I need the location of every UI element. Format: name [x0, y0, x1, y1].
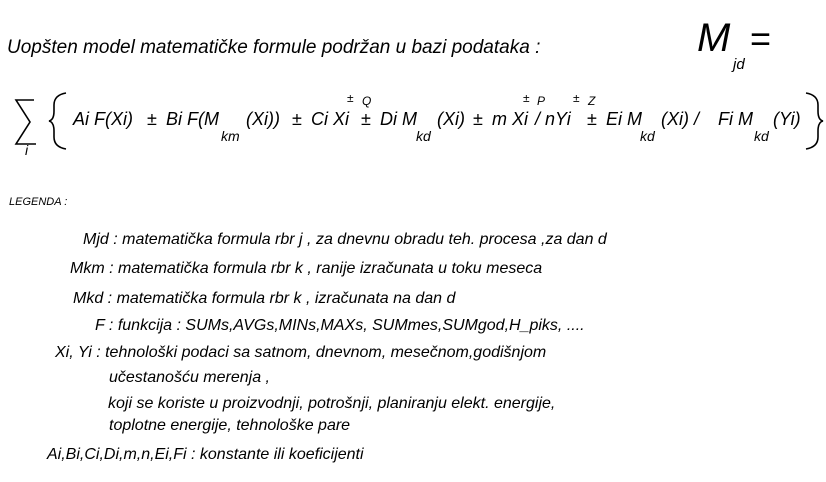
legend-line-ucestanost: učestanošću merenja , — [109, 369, 270, 386]
term-ci-sup-pm: ± — [347, 91, 354, 105]
term-bi-subscript: km — [221, 128, 240, 144]
term-bi: Bi F(M — [166, 109, 219, 129]
legend-line-mjd: Mjd : matematička formula rbr j , za dnevnu obradu teh. procesa ,za dan d — [83, 231, 607, 248]
term-di-tail: (Xi) — [437, 109, 465, 129]
term-ei: Ei M — [606, 109, 642, 129]
term-ai: Ai F(Xi) — [73, 109, 133, 129]
lhs-subscript: jd — [733, 56, 745, 73]
term-m-sup-pm: ± — [523, 91, 530, 105]
term-fi: Fi M — [718, 109, 753, 129]
term-n-sup: Z — [588, 94, 596, 108]
plus-minus-3: ± — [361, 109, 371, 129]
term-ei-tail: (Xi) / — [661, 109, 699, 129]
legend-line-koji-se: koji se koriste u proizvodnji, potrošnji, planiranju elekt. energije, — [108, 395, 556, 412]
term-fi-subscript: kd — [754, 128, 769, 144]
term-m: m Xi — [492, 109, 528, 129]
term-n-sup-pm: ± — [573, 91, 580, 105]
term-ci: Ci Xi — [311, 109, 350, 129]
right-bracket — [802, 91, 824, 151]
plus-minus-2: ± — [292, 109, 302, 129]
term-fi-tail: (Yi) — [773, 109, 801, 129]
legend-line-mkd: Mkd : matematička formula rbr k , izračunata na dan d — [73, 290, 456, 307]
left-bracket — [48, 91, 70, 151]
legend-line-konstante: Ai,Bi,Ci,Di,m,n,Ei,Fi : konstante ili koeficijenti — [47, 446, 364, 463]
equals-sign: = — [750, 18, 772, 59]
term-m-sup: P — [537, 94, 546, 108]
term-di: Di M — [380, 109, 417, 129]
sum-subscript: i — [25, 142, 29, 158]
plus-minus-4: ± — [473, 109, 483, 129]
term-ci-sup: Q — [362, 94, 372, 108]
legend-title: LEGENDA : — [9, 196, 68, 208]
legend-line-toplotne: toplotne energije, tehnološke pare — [109, 417, 351, 434]
legend-line-mkm: Mkm : matematička formula rbr k , ranije izračunata u toku meseca — [70, 260, 543, 277]
term-n: / nYi — [535, 109, 571, 129]
term-di-subscript: kd — [416, 128, 431, 144]
term-bi-tail: (Xi)) — [246, 109, 280, 129]
lhs-symbol: M — [697, 16, 731, 60]
plus-minus-5: ± — [587, 109, 597, 129]
page-title: Uopšten model matematičke formule podržan u bazi podataka : — [7, 37, 541, 58]
legend-line-f: F : funkcija : SUMs,AVGs,MINs,MAXs, SUMmes,SUMgod,H_piks, .... — [95, 317, 585, 334]
term-ei-subscript: kd — [640, 128, 655, 144]
legend-line-xi-yi: Xi, Yi : tehnološki podaci sa satnom, dnevnom, mesečnom,godišnjom — [55, 344, 547, 361]
plus-minus-1: ± — [147, 109, 157, 129]
